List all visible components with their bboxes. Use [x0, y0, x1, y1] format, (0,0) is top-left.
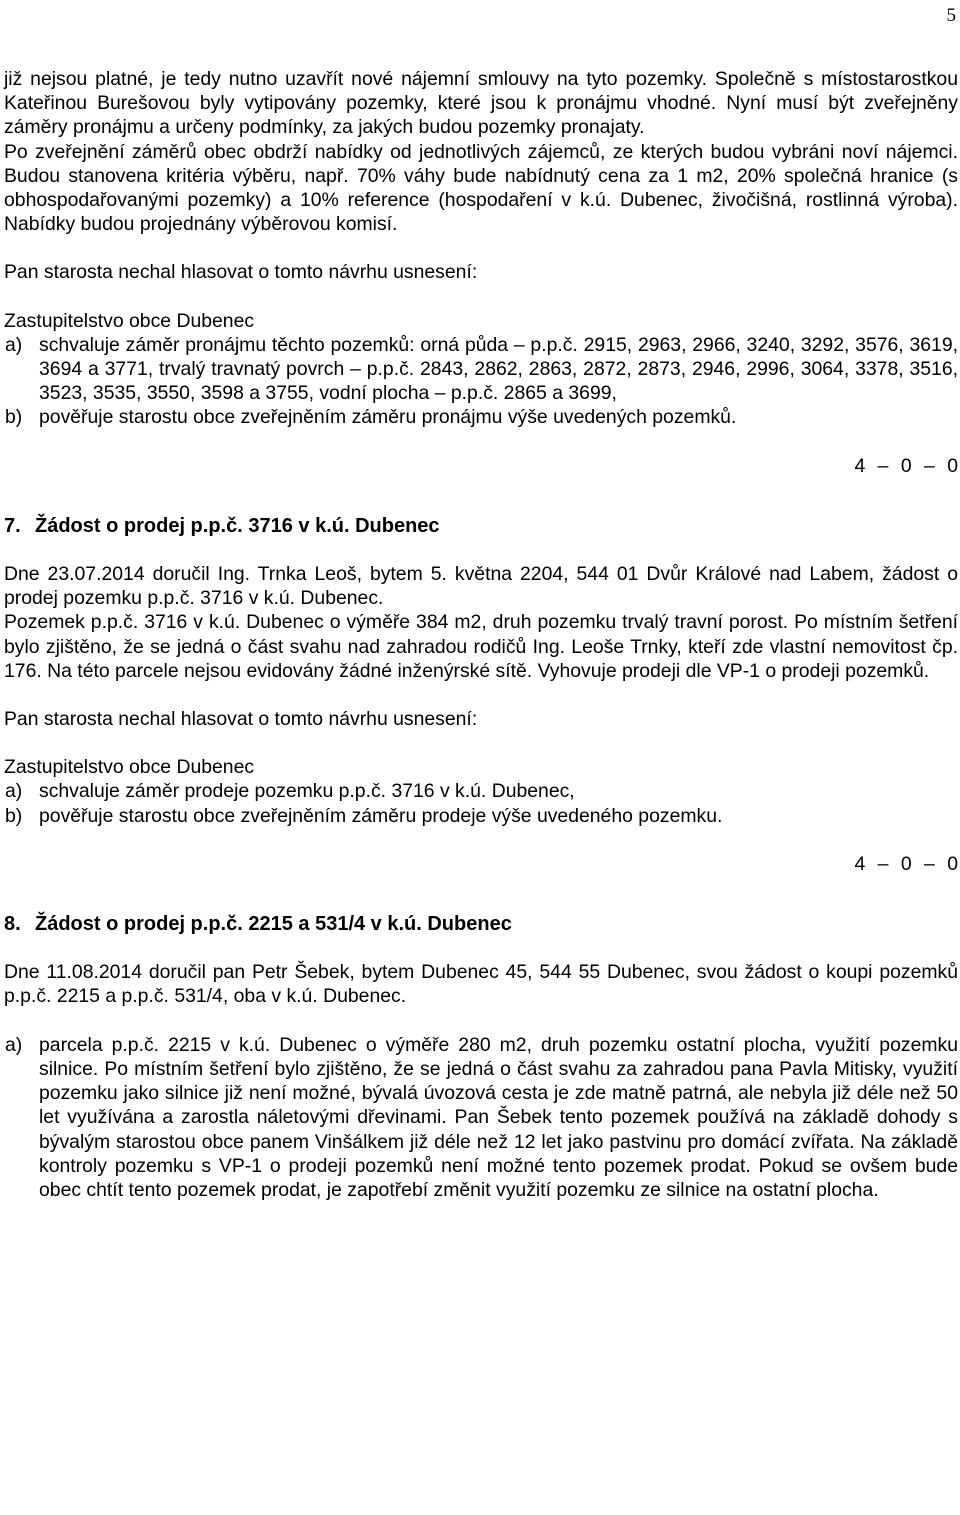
list-marker: a): [5, 1033, 23, 1056]
section7-item-b: [4, 804, 958, 828]
section7-paragraph-1: Dne 23.07.2014 doručil Ing. Trnka Leoš, bytem 5. května 2204, 544 01 Dvůr Králové nad Labem, žádost o prodej pozemku p.p.č. 3716 v k.ú. Dubenec.: [4, 563, 958, 610]
section7-prompt: Pan starosta nechal hlasovat o tomto návrhu usnesení:: [4, 708, 478, 731]
list-marker: b): [5, 804, 23, 827]
section8-item-a: [4, 1033, 958, 1202]
section-number: 8.: [4, 913, 21, 936]
list-item-text: pověřuje starostu obce zveřejněním záměru prodeje výše uvedeného pozemku.: [39, 804, 723, 827]
list-item-text: pověřuje starostu obce zveřejněním záměru pronájmu výše uvedených pozemků.: [39, 406, 737, 429]
section7-council: Zastupitelstvo obce Dubenec: [4, 756, 255, 779]
section-title: Žádost o prodej p.p.č. 2215 a 531/4 v k.ú. Dubenec: [35, 913, 512, 936]
list-marker: a): [5, 780, 23, 803]
document-body: [4, 67, 958, 1202]
section8-paragraph-1: Dne 11.08.2014 doručil pan Petr Šebek, bytem Dubenec 45, 544 55 Dubenec, svou žádost o koupi pozemků p.p.č. 2215 a p.p.č. 531/4, oba v k.ú. Dubenec.: [4, 961, 958, 1008]
section7-item-a: [4, 779, 958, 803]
section-number: 7.: [4, 514, 21, 537]
intro-paragraph-1: již nejsou platné, je tedy nutno uzavřít nové nájemní smlouvy na tyto pozemky. Společně s místostarostkou Kateřinou Burešovou byly vytipovány pozemky, které jsou k pronájmu vhodné. Nyní musí být zveřejněny záměry pronájmu a určeny podmínky, za jakých budou pozemky pronajaty.: [4, 68, 958, 139]
vote1-item-b: [4, 405, 958, 429]
page-number: 5: [946, 5, 956, 26]
list-item-text: schvaluje záměr pronájmu těchto pozemků: orná půda – p.p.č. 2915, 2963, 2966, 3240, 3292, 3576, 3619, 3694 a 3771, trvalý travnatý povrch – p.p.č. 2843, 2862, 2863, 2872, 2873, 2946, 2996, 3064, 3378, 3516, 3523, 3535, 3550, 3598 a 3755, vodní plocha – p.p.č. 2865 a 3699,: [39, 333, 958, 405]
list-item-text: parcela p.p.č. 2215 v k.ú. Dubenec o výměře 280 m2, druh pozemku ostatní plocha, využití pozemku silnice. Po místním šetření bylo zjištěno, že se jedná o část svahu za zahradou pana Pavla Mitisky, využití pozemku jako silnice již není možné, bývalá úvozová cesta je zde matně patrná, ale nebyla již déle než 50 let využívána a zarostla náletovými dřevinami. Pan Šebek tento pozemek používá na základě dohody s bývalým starostou obce panem Vinšálkem již déle než 12 let jako pastvinu pro domácí zvířata. Na základě kontroly pozemku s VP-1 o prodeji pozemků není možné tento pozemek prodat. Pokud se ovšem bude obec chtít tento pozemek prodat, je zapotřebí změnit využití pozemku ze silnice na ostatní plocha.: [39, 1033, 958, 1201]
vote1-result: 4 – 0 – 0: [854, 454, 958, 477]
list-marker: a): [5, 333, 23, 356]
section-title: Žádost o prodej p.p.č. 3716 v k.ú. Dubenec: [35, 514, 440, 537]
section7-result: 4 – 0 – 0: [854, 852, 958, 875]
vote1-item-a: [4, 333, 958, 406]
intro-paragraph-2: Po zveřejnění záměrů obec obdrží nabídky od jednotlivých zájemců, ze kterých budou vybráni noví nájemci. Budou stanovena kritéria výběru, např. 70% váhy bude nabídnutý cena za 1 m2, 20% společná hranice (s obhospodařovanými pozemky) a 10% reference (hospodaření v k.ú. Dubenec, živočišná, rostlinná výroba). Nabídky budou projednány výběrovou komisí.: [4, 140, 958, 236]
vote1-prompt: Pan starosta nechal hlasovat o tomto návrhu usnesení:: [4, 261, 478, 284]
section8-heading: [4, 912, 958, 936]
section7-paragraph-2: Pozemek p.p.č. 3716 v k.ú. Dubenec o výměře 384 m2, druh pozemku trvalý travní porost. Po místním šetření bylo zjištěno, že se jedná o část svahu nad zahradou rodičů Ing. Leoše Trnky, kteří zde vlastní nemovitost čp. 176. Na této parcele nejsou evidovány žádné inženýrské sítě. Vyhovuje prodeji dle VP-1 o prodeji pozemků.: [4, 611, 958, 682]
vote1-council: Zastupitelstvo obce Dubenec: [4, 309, 255, 332]
list-marker: b): [5, 406, 23, 429]
list-item-text: schvaluje záměr prodeje pozemku p.p.č. 3716 v k.ú. Dubenec,: [39, 780, 575, 803]
section7-heading: [4, 514, 958, 538]
